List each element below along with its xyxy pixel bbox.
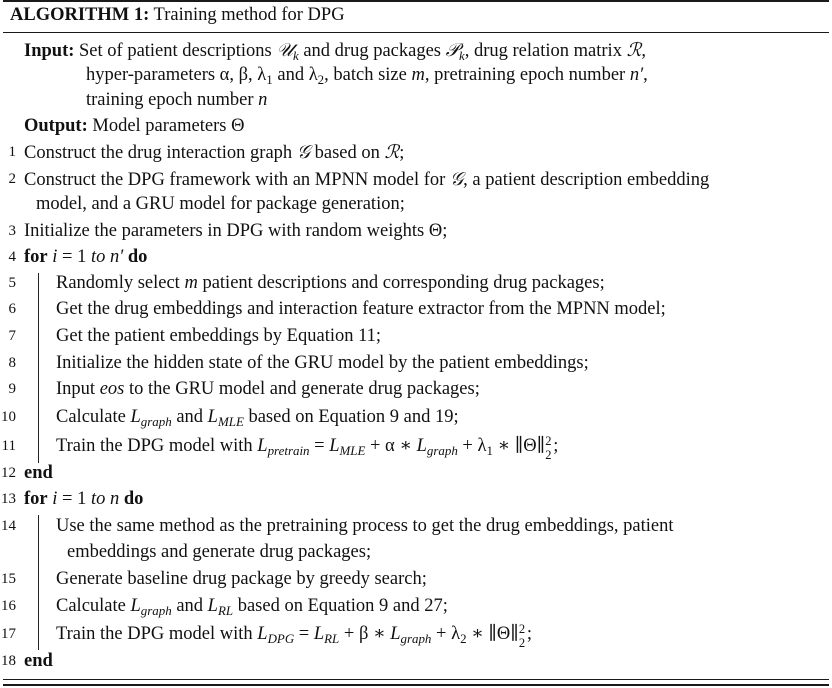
algo-line-14-cont: embeddings and generate drug packages;: [67, 542, 372, 562]
bottom-rule-2: [3, 684, 829, 686]
top-rule: [3, 0, 829, 2]
input-line-2: hyper-parameters α, β, $\lambda_1$ and $\lambda_2$, batch size m, pretraining epoch number n′,: [86, 65, 648, 87]
input-line-1: Input: Set of patient descriptions 𝒰$_k$ and drug packages 𝒫$_k$, drug relation matrix ℛ,: [24, 40, 646, 63]
title-rule: [3, 32, 829, 33]
output-line: Output: Model parameters Θ: [24, 116, 245, 136]
algorithm-title: ALGORITHM 1: Training method for DPG: [10, 5, 345, 25]
input-line-3: training epoch number n: [86, 90, 268, 110]
for-loop-bar-2: [38, 515, 39, 650]
algo-line-2-cont: model, and a GRU model for package generation;: [36, 194, 405, 214]
bottom-rule-1: [3, 679, 829, 680]
for-loop-bar-1: [38, 273, 39, 463]
